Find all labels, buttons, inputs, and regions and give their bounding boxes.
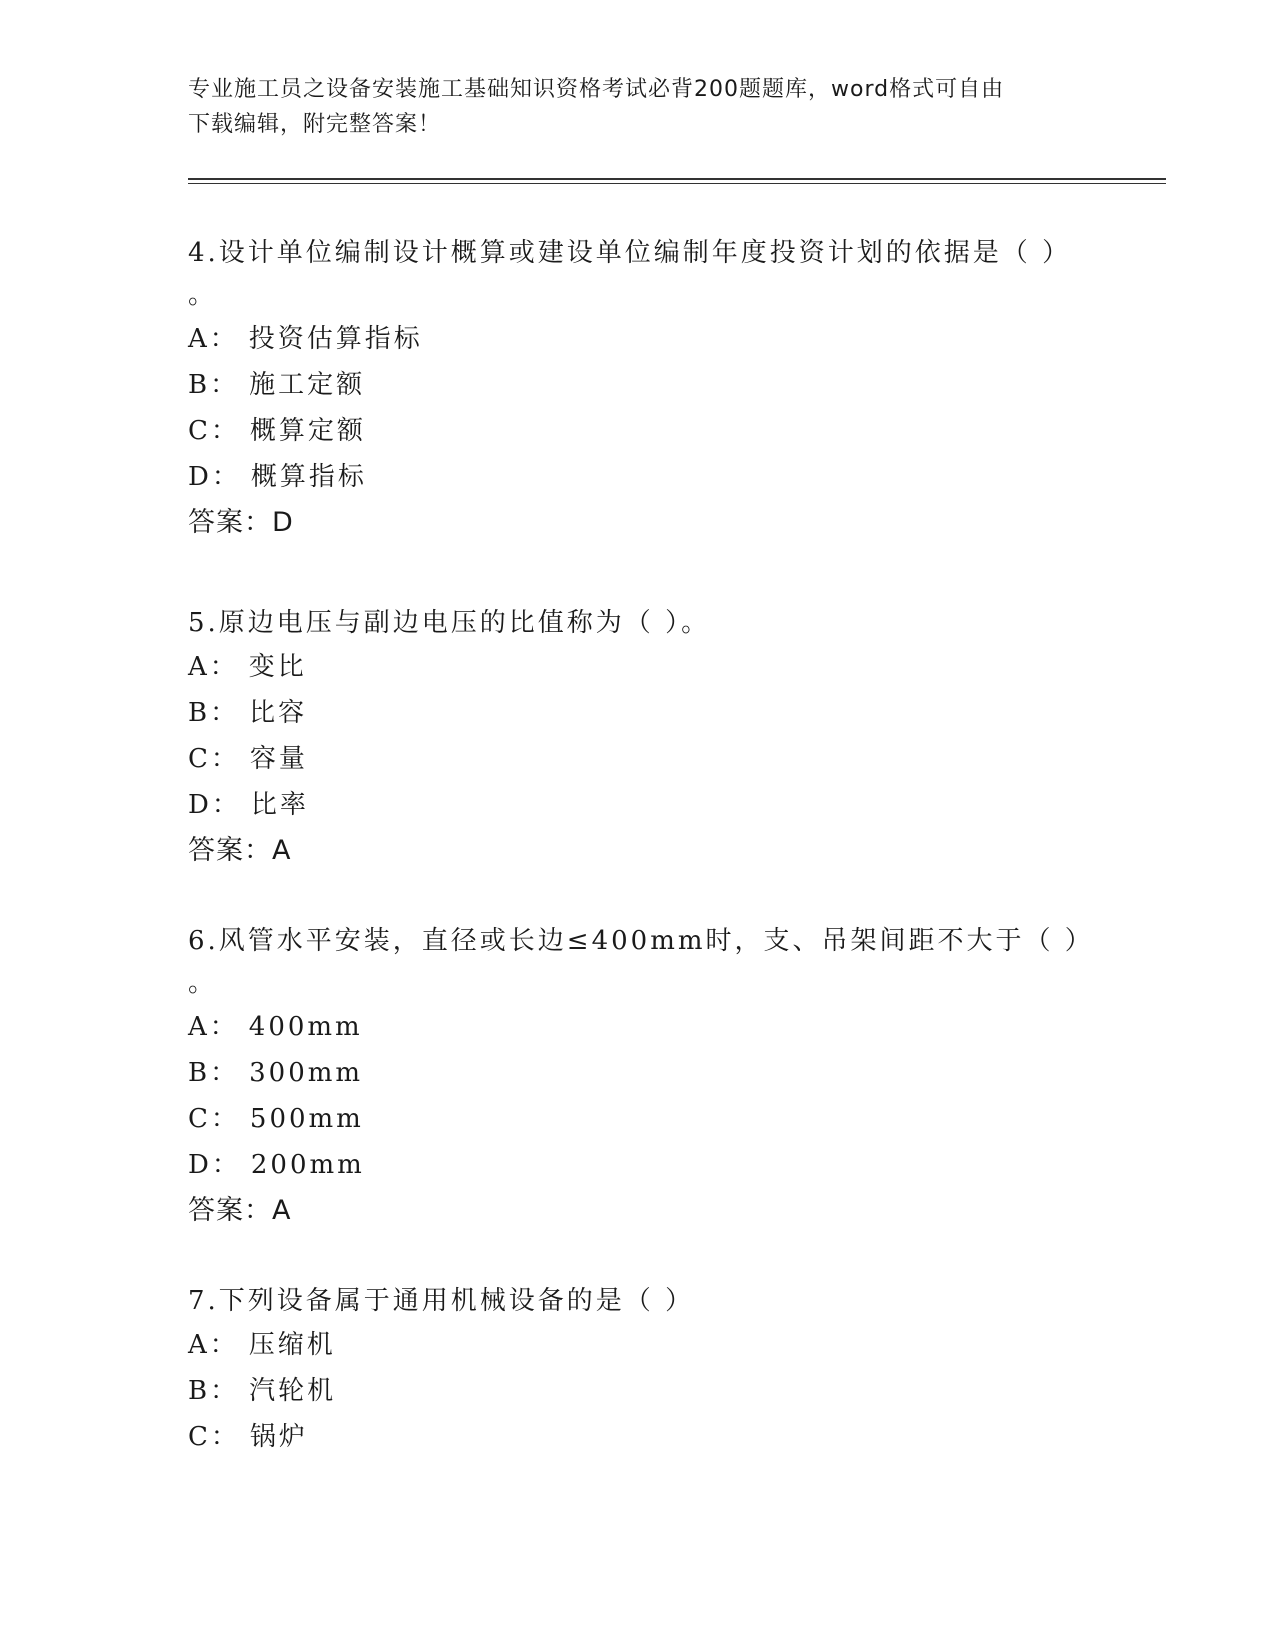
- option-c: [188, 736, 1088, 782]
- option-text: 施工定额: [249, 370, 366, 400]
- question-stem: 4.设计单位编制设计概算或建设单位编制年度投资计划的依据是（ ）: [188, 238, 1072, 268]
- option-text: 300mm: [249, 1058, 364, 1088]
- answer: 答案：A: [188, 835, 292, 866]
- option-b: [188, 1050, 1088, 1096]
- option-c: [188, 1414, 1088, 1460]
- option-key: D：: [188, 462, 241, 492]
- option-key: C：: [188, 1422, 240, 1452]
- option-text: 500mm: [249, 1104, 364, 1134]
- option-key: C：: [188, 416, 240, 446]
- option-a: [188, 1322, 1088, 1368]
- option-text: 概算定额: [249, 416, 366, 446]
- option-a: [188, 316, 1088, 362]
- option-a: [188, 1004, 1088, 1050]
- option-text: 200mm: [250, 1150, 365, 1180]
- option-key: C：: [188, 1104, 240, 1134]
- option-d: [188, 454, 1088, 500]
- answer: 答案：D: [188, 507, 294, 538]
- header-divider: [188, 178, 1166, 180]
- question-stem: 5.原边电压与副边电压的比值称为（ ）。: [188, 608, 711, 638]
- question-4: [188, 232, 1088, 546]
- option-key: D：: [188, 1150, 241, 1180]
- option-text: 概算指标: [250, 462, 367, 492]
- option-key: B：: [188, 698, 240, 728]
- answer: 答案：A: [188, 1195, 292, 1226]
- question-stem-continuation: 。: [188, 280, 218, 310]
- option-c: [188, 1096, 1088, 1142]
- option-d: [188, 782, 1088, 828]
- option-key: C：: [188, 744, 240, 774]
- question-stem: 7.下列设备属于通用机械设备的是（ ）: [188, 1286, 695, 1316]
- question-6: [188, 920, 1094, 1234]
- option-key: D：: [188, 790, 241, 820]
- option-key: A：: [188, 1330, 239, 1360]
- option-key: B：: [188, 370, 240, 400]
- option-text: 压缩机: [248, 1330, 336, 1360]
- option-text: 汽轮机: [249, 1376, 337, 1406]
- option-key: A：: [188, 324, 239, 354]
- option-key: A：: [188, 1012, 239, 1042]
- question-7: [188, 1280, 1088, 1460]
- option-text: 比容: [249, 698, 308, 728]
- question-stem-continuation: 。: [188, 968, 218, 998]
- option-c: [188, 408, 1088, 454]
- option-b: [188, 362, 1088, 408]
- option-text: 投资估算指标: [248, 324, 423, 354]
- option-key: B：: [188, 1058, 240, 1088]
- option-key: B：: [188, 1376, 240, 1406]
- document-header: [188, 72, 1088, 142]
- option-d: [188, 1142, 1088, 1188]
- option-text: 比率: [250, 790, 309, 820]
- option-a: [188, 644, 1088, 690]
- header-line-2: 下载编辑，附完整答案！: [188, 112, 442, 137]
- question-stem: 6.风管水平安装，直径或长边≤400mm时，支、吊架间距不大于（ ）: [188, 926, 1094, 956]
- option-key: A：: [188, 652, 239, 682]
- option-b: [188, 1368, 1088, 1414]
- header-line-1: 专业施工员之设备安装施工基础知识资格考试必背200题题库，word格式可自由: [188, 77, 1005, 102]
- option-text: 容量: [249, 744, 308, 774]
- header-divider-thin: [188, 183, 1166, 184]
- option-b: [188, 690, 1088, 736]
- option-text: 锅炉: [249, 1422, 308, 1452]
- question-5: [188, 602, 1088, 874]
- option-text: 变比: [248, 652, 307, 682]
- option-text: 400mm: [248, 1012, 363, 1042]
